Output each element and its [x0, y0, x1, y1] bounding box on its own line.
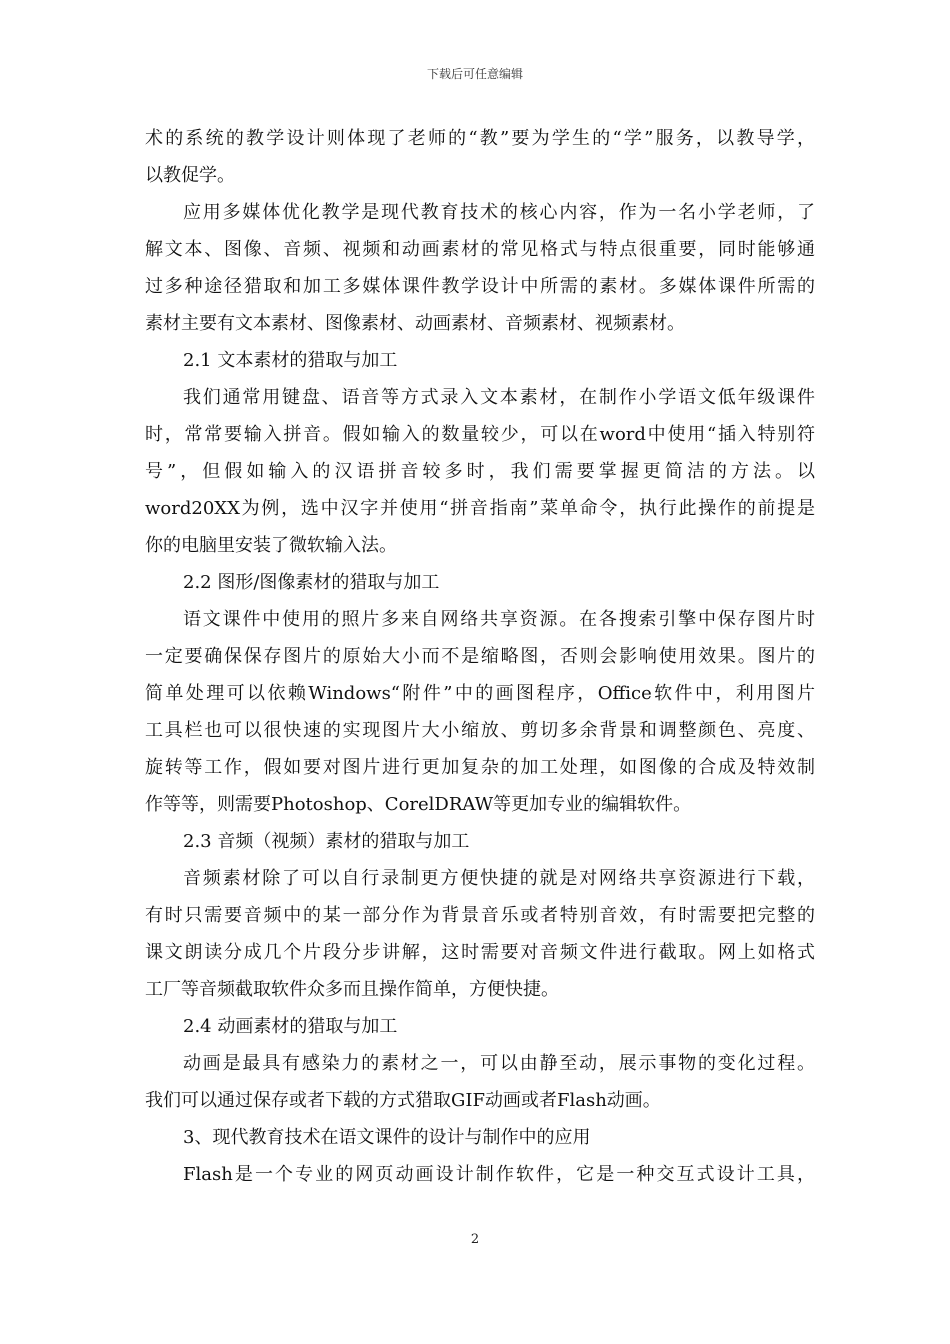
- text-line: 我们通常用键盘、语音等方式录入文本素材，在制作小学语文低年级课件: [183, 387, 815, 408]
- text-line: 动画是最具有感染力的素材之一，可以由静至动，展示事物的变化过程。: [183, 1053, 815, 1074]
- page-header: 下载后可任意编辑: [426, 67, 523, 81]
- text-line: 作等等，则需要Photoshop、CorelDRAW等更加专业的编辑软件。: [145, 794, 692, 815]
- text-line: 2.3 音频（视频）素材的猎取与加工: [183, 831, 470, 852]
- text-line: word20XX为例，选中汉字并使用“拼音指南”菜单命令，执行此操作的前提是: [145, 498, 815, 519]
- document-body: [145, 120, 815, 1193]
- text-line: 语文课件中使用的照片多来自网络共享资源。在各搜索引擎中保存图片时: [183, 609, 815, 630]
- text-line: 工厂等音频截取软件众多而且操作简单，方便快捷。: [145, 979, 559, 1000]
- text-line: 旋转等工作，假如要对图片进行更加复杂的加工处理，如图像的合成及特效制: [145, 757, 815, 778]
- text-line: 3、现代教育技术在语文课件的设计与制作中的应用: [183, 1127, 591, 1148]
- text-line: 以教促学。: [145, 165, 235, 186]
- text-line: 你的电脑里安装了微软输入法。: [145, 535, 397, 556]
- text-line: 简单处理可以依赖Windows“附件”中的画图程序，Office软件中，利用图片: [145, 683, 815, 704]
- text-line: 2.2 图形/图像素材的猎取与加工: [183, 572, 440, 593]
- text-line: 素材主要有文本素材、图像素材、动画素材、音频素材、视频素材。: [145, 313, 685, 334]
- text-line: 应用多媒体优化教学是现代教育技术的核心内容，作为一名小学老师，了: [183, 202, 815, 223]
- text-line: 课文朗读分成几个片段分步讲解，这时需要对音频文件进行截取。网上如格式: [145, 942, 815, 963]
- text-line: 时，常常要输入拼音。假如输入的数量较少，可以在word中使用“插入特别符: [145, 424, 815, 445]
- text-line: 我们可以通过保存或者下载的方式猎取GIF动画或者Flash动画。: [145, 1090, 661, 1111]
- text-line: 过多种途径猎取和加工多媒体课件教学设计中所需的素材。多媒体课件所需的: [145, 276, 815, 297]
- text-line: 有时只需要音频中的某一部分作为背景音乐或者特别音效，有时需要把完整的: [145, 905, 815, 926]
- text-line: 工具栏也可以很快速的实现图片大小缩放、剪切多余背景和调整颜色、亮度、: [145, 720, 815, 741]
- text-line: 2.1 文本素材的猎取与加工: [183, 350, 398, 371]
- text-line: 一定要确保保存图片的原始大小而不是缩略图，否则会影响使用效果。图片的: [145, 646, 815, 667]
- text-line: 号”，但假如输入的汉语拼音较多时，我们需要掌握更简洁的方法。以: [145, 461, 815, 482]
- text-line: 术的系统的教学设计则体现了老师的“教”要为学生的“学”服务，以教导学，: [145, 128, 815, 149]
- text-line: Flash是一个专业的网页动画设计制作软件，它是一种交互式设计工具，: [183, 1164, 815, 1185]
- page-number: 2: [470, 1232, 480, 1247]
- text-line: 2.4 动画素材的猎取与加工: [183, 1016, 398, 1037]
- text-line: 音频素材除了可以自行录制更方便快捷的就是对网络共享资源进行下载，: [183, 868, 815, 889]
- text-line: 解文本、图像、音频、视频和动画素材的常见格式与特点很重要，同时能够通: [145, 239, 815, 260]
